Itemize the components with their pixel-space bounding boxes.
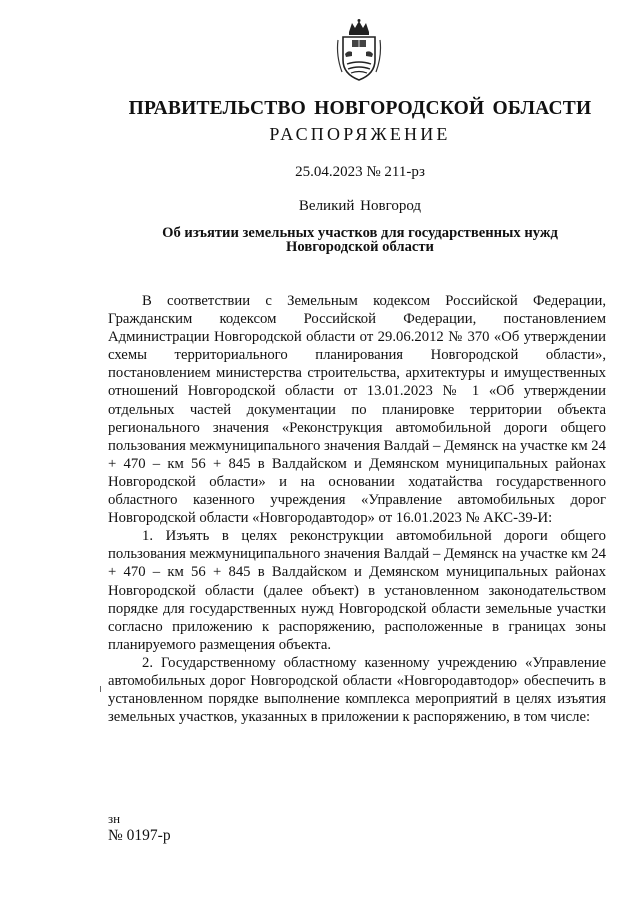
document-type: РАСПОРЯЖЕНИЕ (269, 124, 451, 144)
margin-mark (100, 686, 101, 692)
document-date-number: 25.04.2023 № 211-рз (295, 164, 425, 180)
document-place: Великий Новгород (298, 198, 422, 214)
clause-1-paragraph: 1. Изъять в целях реконструкции автомобильной дороги общего пользования межмуниципального значения Валдай – Демянск на участке км 24 + 470 – км 56 + 845 в Валдайском и Демянском муниципальных районах Новгородской области (далее объект) в установленном законодательством порядке для государственных нужд Новгородской области земельные участки согласно приложению к распоряжению, расположенные в границах зоны планируемого размещения объекта. (108, 528, 606, 653)
preamble-paragraph: В соответствии с Земельным кодексом Российской Федерации, Гражданским кодексом Российской Федерации, постановлением Администрации Новгородской области от 29.06.2012 № 370 «Об утверждении схемы территориального планирования Новгородской области», постановлением министерства строительства, архитектуры и имущественных отношений Новгородской области от 13.01.2023 № 1 «Об утверждении отдельных частей документации по планировке территории объекта регионального значения «Реконструкция автомобильной дороги общего пользования межмуниципального значения Валдай – Демянск на участке км 24 + 470 – км 56 + 845 в Валдайском и Демянском муниципальных районах Новгородской области» и на основании ходатайства государственного областного казенного учреждения «Управление автомобильных дорог Новгородской области «Новгородавтодор» от 16.01.2023 № АКС-39-И: (108, 293, 606, 527)
novgorod-emblem-icon (334, 18, 384, 84)
organization-title: ПРАВИТЕЛЬСТВО НОВГОРОДСКОЙ ОБЛАСТИ (128, 98, 592, 119)
document-body (108, 292, 606, 726)
coat-of-arms-icon (334, 18, 384, 84)
document-number: № 0197-р (108, 827, 171, 844)
document-subject: Об изъятии земельных участков для государственных нужд Новгородской области (162, 225, 558, 255)
clause-2-paragraph: 2. Государственному областному казенному учреждению «Управление автомобильных дорог Новгородской области «Новгородавтодор» обеспечить в установленном порядке выполнение комплекса мероприятий в целях изъятия земельных участков, указанных в приложении к распоряжению, в том числе: (108, 654, 606, 726)
executor-code: зн (108, 811, 121, 826)
